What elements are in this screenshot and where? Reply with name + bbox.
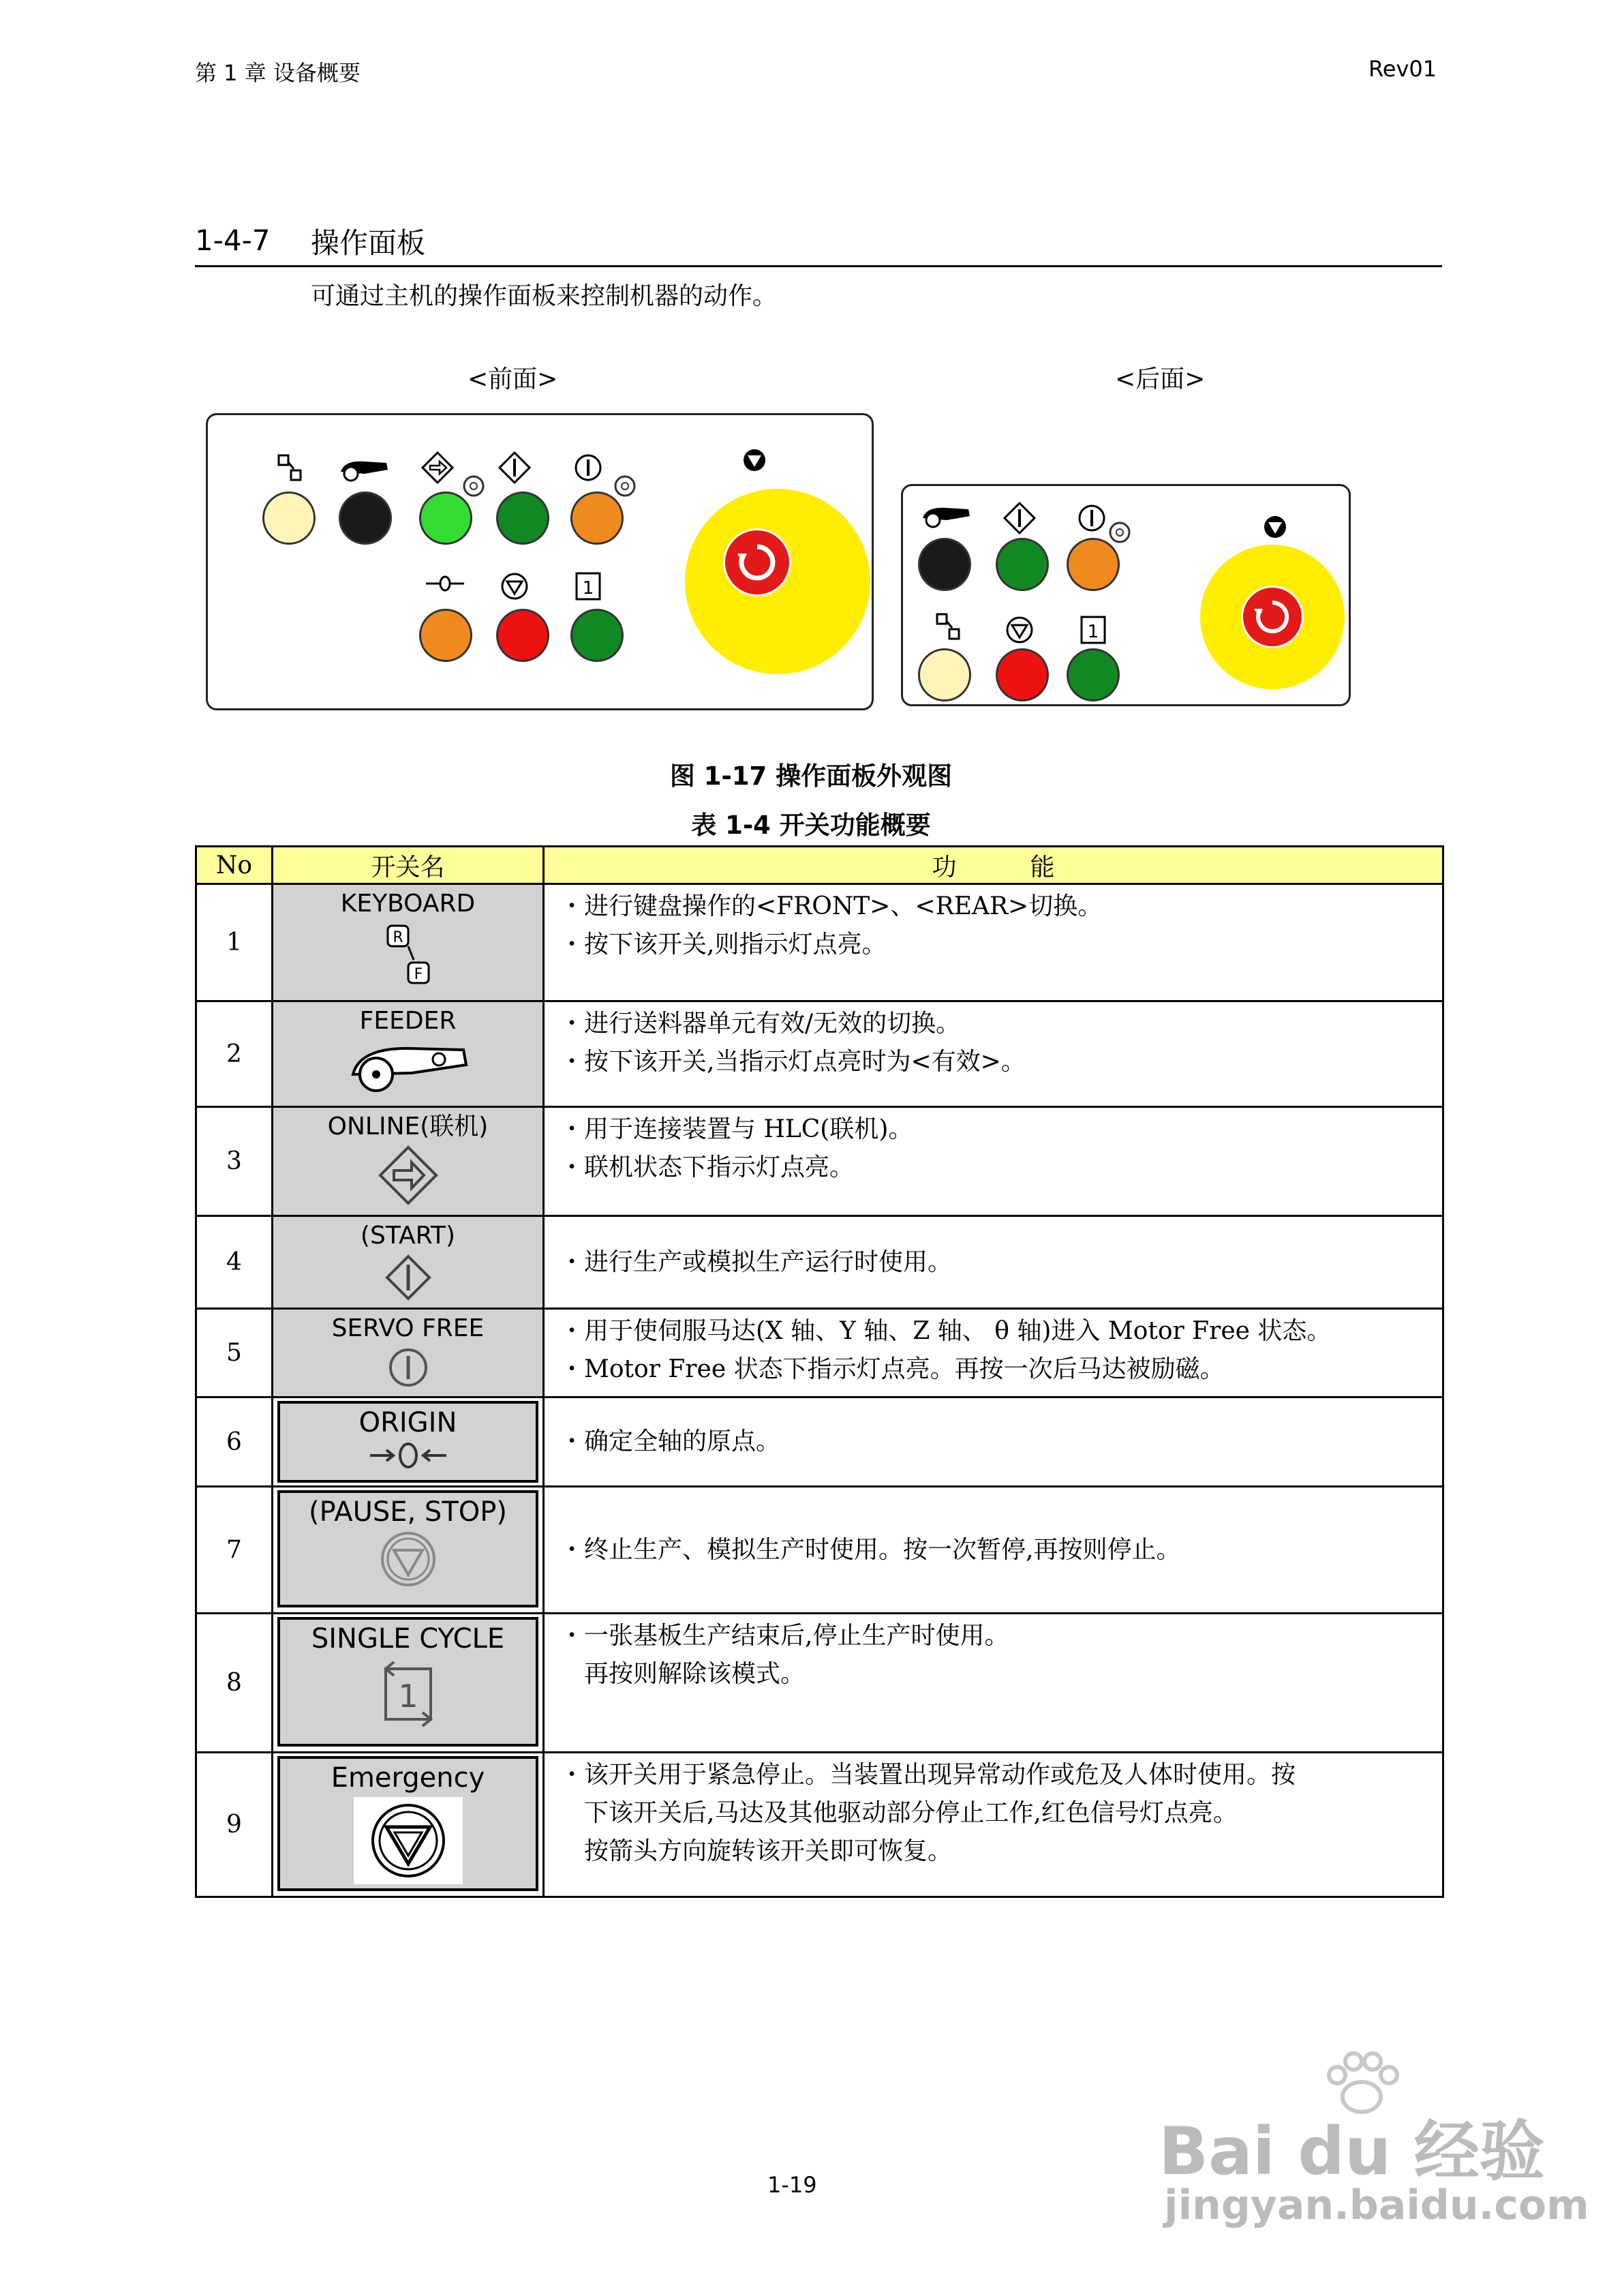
rear-panel	[901, 484, 1351, 706]
function-line: ・进行生产或模拟生产运行时使用。	[560, 1248, 953, 1276]
row-no: 4	[196, 1216, 273, 1309]
switch-name-label: (PAUSE, STOP)	[309, 1496, 507, 1528]
row-no: 6	[196, 1398, 273, 1487]
emergency-symbol-icon	[739, 445, 769, 475]
servo-free-icon	[387, 1346, 429, 1389]
section-intro: 可通过主机的操作面板来控制机器的动作。	[311, 282, 778, 310]
row-function	[544, 1001, 1443, 1107]
stop-symbol-icon	[498, 569, 532, 603]
table-row	[196, 1107, 1443, 1216]
servo-keyswitch-icon	[613, 472, 637, 500]
svg-text:1: 1	[582, 578, 594, 599]
table-row	[196, 1001, 1443, 1107]
single-cycle-button[interactable]	[570, 609, 624, 662]
function-line: 再按则解除该模式。	[560, 1660, 806, 1688]
table-caption: 表 1-4 开关功能概要	[691, 811, 931, 840]
section-rule	[195, 265, 1442, 267]
revision-label: Rev01	[1368, 56, 1437, 82]
table-row	[196, 884, 1443, 1001]
switch-name-box	[277, 1756, 538, 1891]
row-no: 1	[196, 884, 273, 1001]
rotate-arrow-icon	[725, 530, 789, 594]
row-function	[544, 1216, 1443, 1309]
stop-symbol-icon	[1003, 613, 1037, 647]
row-switch-name	[273, 1309, 544, 1398]
row-function	[544, 1614, 1443, 1753]
rear-emergency-stop-button[interactable]	[1241, 586, 1304, 648]
keyboard-symbol-icon	[928, 611, 968, 646]
row-no: 8	[196, 1614, 273, 1753]
rear-feeder-button[interactable]	[918, 538, 971, 591]
rear-panel-label: <后面>	[1115, 365, 1206, 393]
row-switch-name	[273, 1107, 544, 1216]
row-function	[544, 884, 1443, 1001]
row-switch-name	[273, 1753, 544, 1897]
rear-keyboard-button[interactable]	[918, 648, 971, 701]
section-number: 1-4-7	[195, 224, 271, 257]
servo-free-symbol-icon	[1075, 501, 1109, 535]
rear-stop-button[interactable]	[996, 648, 1049, 701]
start-icon	[384, 1254, 432, 1301]
switch-name-label: (START)	[360, 1222, 456, 1250]
servo-free-symbol-icon	[571, 451, 605, 485]
row-function	[544, 1753, 1443, 1897]
table-row	[196, 1753, 1443, 1897]
function-line: ・一张基板生产结束后,停止生产时使用。	[560, 1622, 1009, 1650]
watermark-url: jingyan.baidu.com	[1164, 2181, 1589, 2229]
origin-button[interactable]	[419, 609, 472, 662]
row-switch-name	[273, 1001, 544, 1107]
rear-start-button[interactable]	[996, 538, 1049, 591]
section-title: 操作面板	[311, 226, 426, 260]
front-panel-label: <前面>	[468, 365, 558, 393]
svg-text:1: 1	[1087, 622, 1099, 642]
row-no: 7	[196, 1487, 273, 1614]
start-button[interactable]	[496, 492, 549, 545]
function-line: ・确定全轴的原点。	[560, 1428, 781, 1455]
function-line: ・进行键盘操作的<FRONT>、<REAR>切换。	[560, 892, 1103, 920]
row-function	[544, 1487, 1443, 1614]
online-icon	[378, 1145, 439, 1206]
stop-icon	[379, 1530, 438, 1588]
function-line: 按箭头方向旋转该开关即可恢复。	[560, 1837, 953, 1865]
start-symbol-icon	[498, 451, 532, 485]
table-row	[196, 1487, 1443, 1614]
origin-symbol-icon	[425, 573, 465, 594]
emergency-stop-button[interactable]	[723, 528, 791, 596]
keyboard-symbol-icon	[269, 453, 310, 487]
switch-name-label: SERVO FREE	[331, 1314, 485, 1342]
row-function	[544, 1309, 1443, 1398]
online-symbol-icon	[420, 451, 455, 485]
header-no: No	[196, 847, 273, 884]
emergency-stop-icon	[367, 1797, 449, 1882]
switch-name-box	[277, 1617, 538, 1747]
row-switch-name	[273, 884, 544, 1001]
feeder-icon	[343, 1039, 473, 1093]
function-line: ・终止生产、模拟生产时使用。按一次暂停,再按则停止。	[560, 1535, 1181, 1564]
table-row	[196, 1309, 1443, 1398]
switch-name-label: ONLINE(联机)	[327, 1113, 489, 1141]
function-line: ・进行送料器单元有效/无效的切换。	[560, 1010, 961, 1038]
feeder-symbol-icon	[919, 501, 974, 528]
switch-name-label: FEEDER	[359, 1007, 457, 1035]
feeder-button[interactable]	[339, 492, 392, 545]
row-no: 3	[196, 1107, 273, 1216]
emergency-symbol-icon	[1260, 512, 1290, 542]
keyboard-button[interactable]	[262, 492, 316, 545]
function-line: ・按下该开关,则指示灯点亮。	[560, 931, 887, 958]
switch-name-box	[277, 1401, 538, 1483]
row-no: 5	[196, 1309, 273, 1398]
row-switch-name	[273, 1398, 544, 1487]
table-row	[196, 1614, 1443, 1753]
online-keyswitch-icon	[461, 472, 486, 500]
switch-name-box	[277, 1490, 538, 1607]
single-cycle-symbol-icon	[1076, 611, 1110, 647]
front-panel	[206, 413, 874, 710]
figure-caption: 图 1-17 操作面板外观图	[669, 761, 953, 791]
header-function: 功 能	[544, 847, 1443, 884]
chapter-header: 第 1 章 设备概要	[195, 60, 361, 86]
table-header-row	[196, 847, 1443, 884]
origin-icon	[367, 1440, 449, 1470]
header-name: 开关名	[273, 847, 544, 884]
function-line: 下该开关后,马达及其他驱动部分停止工作,红色信号灯点亮。	[560, 1799, 1238, 1827]
function-line: ・Motor Free 状态下指示灯点亮。再按一次后马达被励磁。	[560, 1355, 1225, 1383]
row-function	[544, 1398, 1443, 1487]
keyboard-switch-icon	[381, 922, 435, 990]
rear-single-cycle-button[interactable]	[1067, 648, 1120, 701]
switch-name-label: ORIGIN	[358, 1407, 457, 1438]
row-switch-name	[273, 1614, 544, 1753]
single-cycle-symbol-icon	[571, 568, 605, 603]
svg-text:F: F	[414, 966, 423, 983]
row-switch-name	[273, 1216, 544, 1309]
switch-function-table	[195, 845, 1444, 1898]
table-row	[196, 1216, 1443, 1309]
single-cycle-icon	[371, 1657, 446, 1732]
emergency-icon-frame	[354, 1797, 463, 1884]
page-number: 1-19	[767, 2172, 817, 2198]
switch-name-label: Emergency	[331, 1762, 485, 1794]
row-switch-name	[273, 1487, 544, 1614]
row-function	[544, 1107, 1443, 1216]
function-line: ・按下该开关,当指示灯点亮时为<有效>。	[560, 1048, 1026, 1076]
switch-name-label: KEYBOARD	[340, 890, 476, 918]
rotate-arrow-icon	[1243, 588, 1302, 646]
stop-button[interactable]	[496, 609, 549, 662]
function-line: ・联机状态下指示灯点亮。	[560, 1153, 855, 1181]
start-symbol-icon	[1003, 501, 1037, 535]
rear-servo-keyswitch-icon	[1107, 519, 1132, 546]
row-no: 2	[196, 1001, 273, 1107]
svg-text:1: 1	[397, 1678, 418, 1715]
table-row	[196, 1398, 1443, 1487]
watermark-brand: Bai du 经验	[1159, 2113, 1545, 2190]
function-line: ・用于使伺服马达(X 轴、Y 轴、Z 轴、 θ 轴)进入 Motor Free 状态。	[560, 1317, 1332, 1345]
switch-name-label: SINGLE CYCLE	[311, 1623, 505, 1655]
row-no: 9	[196, 1753, 273, 1897]
svg-text:R: R	[392, 929, 403, 946]
feeder-symbol-icon	[337, 455, 392, 482]
function-line: ・该开关用于紧急停止。当装置出现异常动作或危及人体时使用。按	[560, 1761, 1296, 1789]
function-line: ・用于连接装置与 HLC(联机)。	[560, 1115, 913, 1143]
